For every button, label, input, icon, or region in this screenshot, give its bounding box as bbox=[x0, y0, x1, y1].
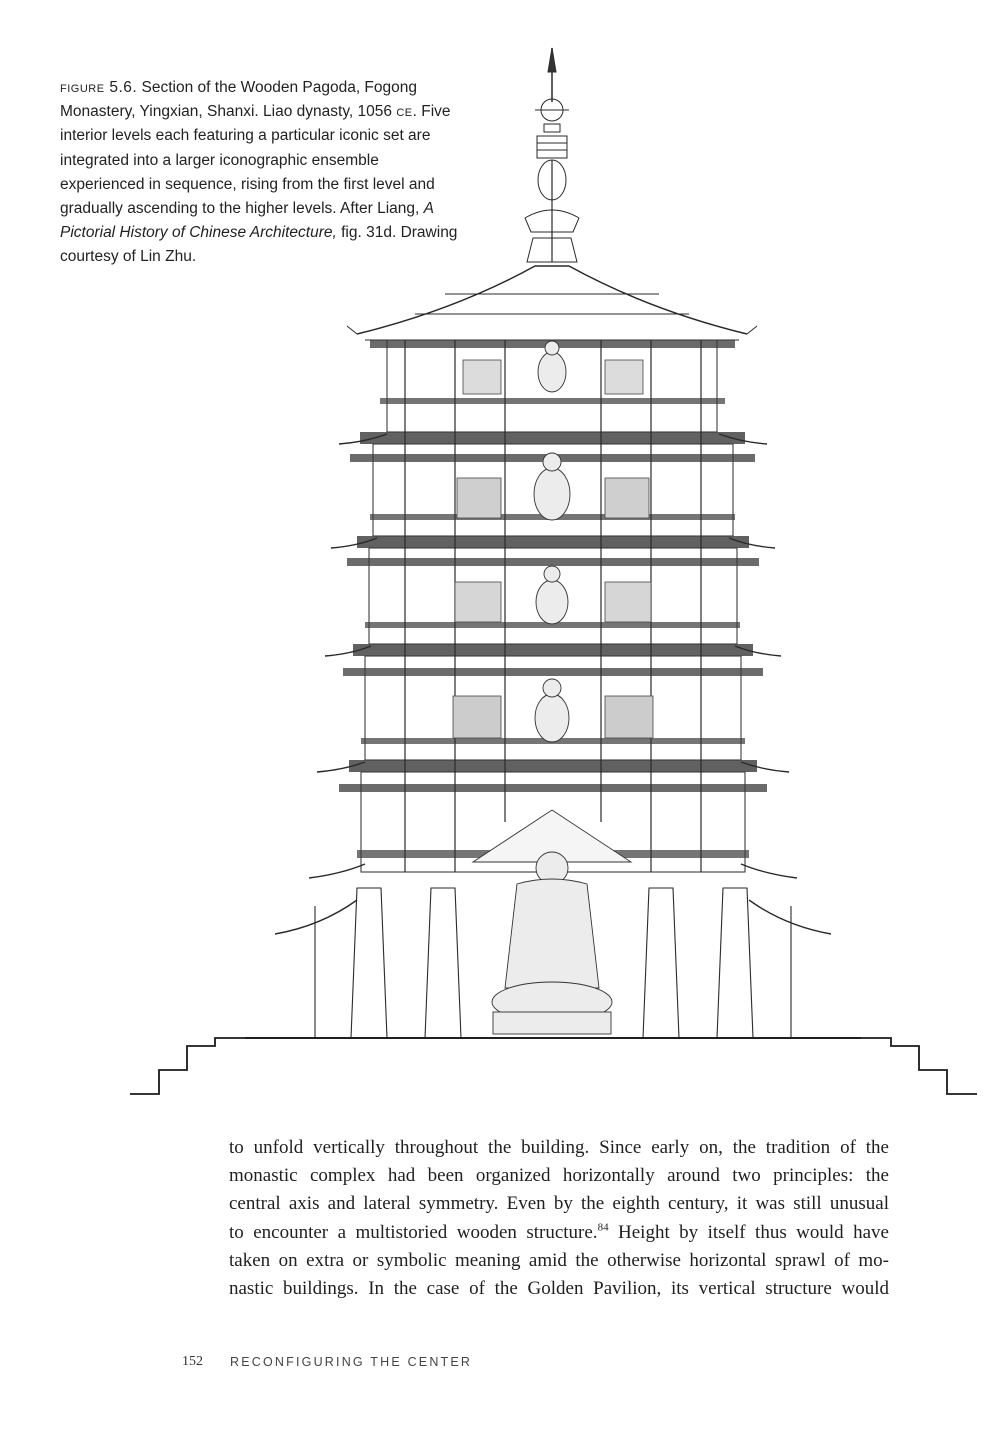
body-line-4 bbox=[229, 1219, 889, 1247]
body-line-6: nastic buildings. In the case of the Golden Pavilion, its vertical structure would bbox=[229, 1278, 889, 1300]
body-line-2: monastic complex had been organized horizontally around two principles: the bbox=[229, 1165, 889, 1187]
body-line-5: taken on extra or symbolic meaning amid the otherwise horizontal sprawl of mo- bbox=[229, 1249, 889, 1271]
caption-text-1: Section of the Wooden Pagoda, Fogong Monastery, Yingxian, Shanxi. Liao dynasty, 1056 bbox=[60, 79, 417, 121]
body-line-4-before: to encounter a multistoried wooden structure. bbox=[229, 1221, 598, 1243]
body-line-4-after: Height by itself thus would have bbox=[608, 1221, 889, 1243]
caption-book-title: A Pictorial History of Chinese Architecture, bbox=[60, 200, 434, 242]
caption-era: ce bbox=[396, 103, 413, 121]
footnote-marker: 84 bbox=[597, 1221, 609, 1234]
body-line-3: central axis and lateral symmetry. Even by the eighth century, it was still unusual bbox=[229, 1193, 889, 1215]
page-number: 152 bbox=[182, 1354, 203, 1369]
running-head: RECONFIGURING THE CENTER bbox=[230, 1355, 473, 1369]
caption-text-3: fig. 31d. Drawing courtesy of Lin Zhu. bbox=[60, 224, 458, 266]
caption-text-2: . Five interior levels each featuring a particular iconic set are integrated into a larger iconographic ensemble experienced in sequence, rising from the first level and gradually ascending to the higher levels. After Liang, bbox=[60, 103, 451, 218]
pagoda-section-drawing bbox=[125, 42, 980, 1102]
body-line-1: to unfold vertically throughout the building. Since early on, the tradition of the bbox=[229, 1137, 889, 1158]
body-paragraph bbox=[229, 1134, 889, 1303]
figure-label: figure 5.6. bbox=[60, 79, 138, 96]
